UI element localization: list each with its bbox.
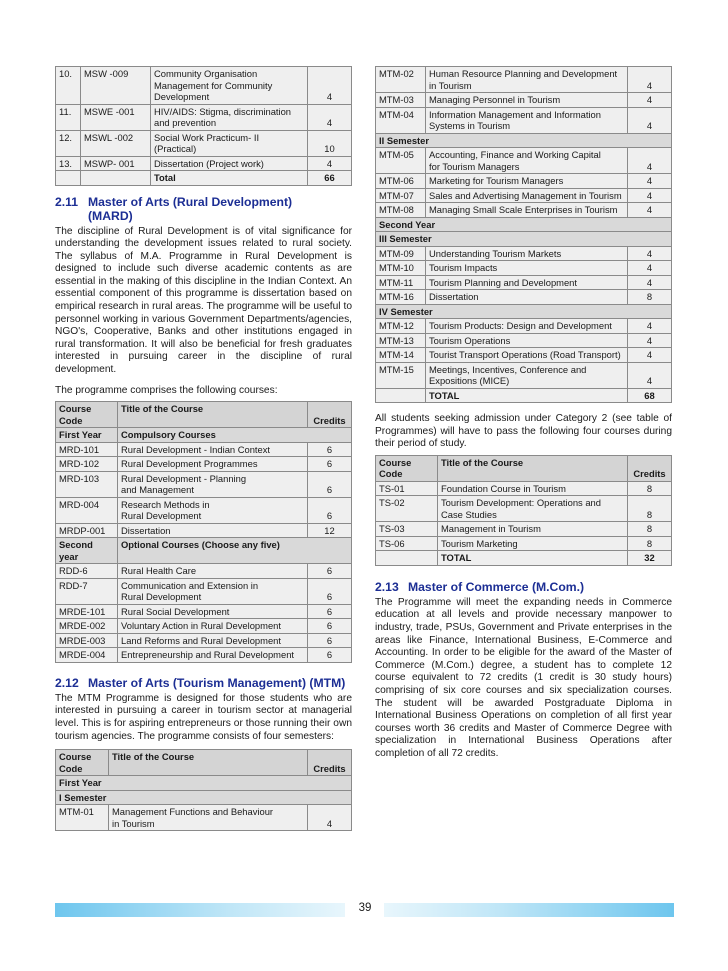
course-row xyxy=(56,648,352,663)
course-title: Dissertation xyxy=(426,290,628,305)
semester-row xyxy=(56,790,352,805)
course-code: MRD-102 xyxy=(56,457,118,472)
course-row xyxy=(376,148,672,174)
course-title: Management in Tourism xyxy=(438,522,628,537)
course-row xyxy=(376,67,672,93)
course-credits: 4 xyxy=(628,348,672,363)
course-title: Rural Development Programmes xyxy=(118,457,308,472)
course-code: TS-02 xyxy=(376,496,438,522)
year-row xyxy=(56,428,352,443)
course-row xyxy=(56,578,352,604)
empty-cell xyxy=(376,388,426,403)
course-code: MSWL -002 xyxy=(81,130,151,156)
course-row xyxy=(376,107,672,133)
course-code: MTM-07 xyxy=(376,188,426,203)
ts-course-table xyxy=(375,455,672,566)
semester-row xyxy=(376,232,672,247)
course-credits: 6 xyxy=(308,471,352,497)
total-label: Total xyxy=(151,171,308,186)
section-2-11-heading xyxy=(55,195,352,223)
course-credits: 4 xyxy=(628,174,672,189)
course-row xyxy=(376,362,672,388)
course-row xyxy=(376,290,672,305)
course-title: Social Work Practicum- II (Practical) xyxy=(151,130,308,156)
course-code: MTM-10 xyxy=(376,261,426,276)
course-row xyxy=(376,275,672,290)
section-title: Master of Arts (Tourism Management) (MTM) xyxy=(88,675,346,690)
course-row xyxy=(56,633,352,648)
course-credits: 6 xyxy=(308,633,352,648)
course-row xyxy=(56,604,352,619)
mard-course-table xyxy=(55,401,352,663)
course-title: Managing Small Scale Enterprises in Tourism xyxy=(426,203,628,218)
total-label: TOTAL xyxy=(426,388,628,403)
course-code: MTM-13 xyxy=(376,333,426,348)
course-row xyxy=(376,188,672,203)
serial-number: 11. xyxy=(56,104,81,130)
course-row xyxy=(376,93,672,108)
course-credits: 6 xyxy=(308,648,352,663)
header-credits: Credits xyxy=(308,750,352,776)
course-credits: 4 xyxy=(628,319,672,334)
course-credits: 6 xyxy=(308,578,352,604)
course-row xyxy=(56,523,352,538)
course-credits: 4 xyxy=(308,156,352,171)
course-code: MRDE-004 xyxy=(56,648,118,663)
section-number: 2.11 xyxy=(55,194,79,209)
course-credits: 4 xyxy=(628,107,672,133)
course-title: Accounting, Finance and Working Capital for Tourism Managers xyxy=(426,148,628,174)
course-row xyxy=(56,442,352,457)
year-row xyxy=(56,538,352,564)
course-title: HIV/AIDS: Stigma, discrimination and prevention xyxy=(151,104,308,130)
year-row xyxy=(56,776,352,791)
course-title: Rural Development - Planning and Management xyxy=(118,471,308,497)
year-label: Second year xyxy=(56,538,118,564)
course-row xyxy=(376,174,672,189)
course-credits: 4 xyxy=(308,67,352,105)
course-code: MTM-06 xyxy=(376,174,426,189)
course-code: RDD-7 xyxy=(56,578,118,604)
section-2-13-heading xyxy=(375,580,672,594)
msw-course-table xyxy=(55,66,352,186)
header-credits: Credits xyxy=(628,455,672,481)
year-row-label: First Year xyxy=(56,776,352,791)
course-title: Dissertation xyxy=(118,523,308,538)
total-credits: 32 xyxy=(628,551,672,566)
table-header-row xyxy=(376,455,672,481)
header-course-title: Title of the Course xyxy=(118,402,308,428)
footer-bar-right xyxy=(384,903,674,917)
course-code: MRDP-001 xyxy=(56,523,118,538)
course-title: Understanding Tourism Markets xyxy=(426,246,628,261)
total-credits: 66 xyxy=(308,171,352,186)
course-code: RDD-6 xyxy=(56,564,118,579)
course-row xyxy=(376,522,672,537)
course-code: MRD-103 xyxy=(56,471,118,497)
course-credits: 6 xyxy=(308,442,352,457)
course-title: Research Methods in Rural Development xyxy=(118,497,308,523)
serial-number: 12. xyxy=(56,130,81,156)
course-code: MRDE-002 xyxy=(56,619,118,634)
mard-description: The discipline of Rural Development is of vital significance for understanding the development issues related to rural society. The syllabus of M.A. Programme in Rural Development is designed to include such diverse academic contents as are essential in the making of this discipline in the Indian Context. An essential component of this programme is dissertation based on empirical research in rural areas. The programme will be useful to personnel working in various Government Departments/agencies, NGO's, Cooperative, Banks and other institutions engaged in rural transformation. It will also be beneficial for fresh graduates interested in pursuing career in the discipline of rural development. xyxy=(55,225,352,376)
course-code: MRD-101 xyxy=(56,442,118,457)
course-row xyxy=(376,496,672,522)
mcom-description: The Programme will meet the expanding needs in Commerce education at all levels and provide necessary manpower to industry, trade, PSUs, Government and Private enterprises in the areas like Finance, International Business, E-Commerce and Accounting. In order to be eligible for the award of the Master of Commerce (M.Com.) degree, a student has to complete 12 course equivalent to 72 credits (1 credit is 30 study hours) comprising of six core courses and six specialization courses. The student will be awarded Postgraduate Diploma in International Business Operations on completion of all first year courses worth 36 credits and Master of Commerce Degree with specialization in International Business Operations after completion of all 72 credits. xyxy=(375,596,672,759)
header-course-code: Course Code xyxy=(56,402,118,428)
semester-row-label: III Semester xyxy=(376,232,672,247)
course-row xyxy=(56,457,352,472)
header-course-code: Course Code xyxy=(56,750,109,776)
empty-cell xyxy=(81,171,151,186)
course-title: Rural Social Development xyxy=(118,604,308,619)
course-row xyxy=(56,104,352,130)
course-group-label: Optional Courses (Choose any five) xyxy=(118,538,352,564)
empty-cell xyxy=(376,551,438,566)
course-row xyxy=(56,564,352,579)
mtm-course-table-part2 xyxy=(375,66,672,403)
course-code: MTM-08 xyxy=(376,203,426,218)
course-code: MTM-04 xyxy=(376,107,426,133)
course-credits: 4 xyxy=(628,67,672,93)
course-code: MTM-09 xyxy=(376,246,426,261)
semester-row xyxy=(376,133,672,148)
course-title: Human Resource Planning and Development in Tourism xyxy=(426,67,628,93)
course-credits: 4 xyxy=(308,805,352,831)
course-code: MTM-02 xyxy=(376,67,426,93)
course-code: MTM-12 xyxy=(376,319,426,334)
empty-cell xyxy=(56,171,81,186)
total-row xyxy=(376,551,672,566)
course-credits: 4 xyxy=(628,188,672,203)
section-number: 2.12 xyxy=(55,675,79,690)
course-title: Tourism Development: Operations and Case Studies xyxy=(438,496,628,522)
course-credits: 10 xyxy=(308,130,352,156)
course-credits: 8 xyxy=(628,290,672,305)
course-row xyxy=(376,481,672,496)
course-title: Communication and Extension in Rural Development xyxy=(118,578,308,604)
course-credits: 4 xyxy=(308,104,352,130)
course-code: MTM-11 xyxy=(376,275,426,290)
course-row xyxy=(56,497,352,523)
course-title: Community Organisation Management for Community Development xyxy=(151,67,308,105)
table-header-row xyxy=(56,402,352,428)
course-code: MSWP- 001 xyxy=(81,156,151,171)
course-credits: 12 xyxy=(308,523,352,538)
course-title: Dissertation (Project work) xyxy=(151,156,308,171)
course-row xyxy=(376,536,672,551)
course-code: TS-01 xyxy=(376,481,438,496)
course-title: Entrepreneurship and Rural Development xyxy=(118,648,308,663)
course-row xyxy=(56,619,352,634)
course-credits: 4 xyxy=(628,261,672,276)
course-code: MTM-05 xyxy=(376,148,426,174)
course-title: Managing Personnel in Tourism xyxy=(426,93,628,108)
year-row-label: Second Year xyxy=(376,217,672,232)
course-title: Land Reforms and Rural Development xyxy=(118,633,308,648)
mard-courses-intro: The programme comprises the following courses: xyxy=(55,384,278,396)
course-title: Tourism Marketing xyxy=(438,536,628,551)
course-row xyxy=(56,156,352,171)
left-column xyxy=(55,66,352,831)
header-course-code: Course Code xyxy=(376,455,438,481)
course-title: Management Functions and Behaviour in Tourism xyxy=(109,805,308,831)
course-credits: 4 xyxy=(628,93,672,108)
header-course-title: Title of the Course xyxy=(438,455,628,481)
course-code: MSWE -001 xyxy=(81,104,151,130)
section-title: Master of Commerce (M.Com.) xyxy=(408,579,585,594)
semester-row xyxy=(376,304,672,319)
course-row xyxy=(376,246,672,261)
footer-bar-left xyxy=(55,903,345,917)
course-credits: 8 xyxy=(628,481,672,496)
course-credits: 6 xyxy=(308,604,352,619)
course-credits: 6 xyxy=(308,564,352,579)
course-title: Rural Health Care xyxy=(118,564,308,579)
section-number: 2.13 xyxy=(375,579,399,594)
category-2-note: All students seeking admission under Category 2 (see table of Programmes) will have to pass the following four courses during their period of study. xyxy=(375,413,672,450)
course-row xyxy=(56,471,352,497)
course-title: Tourism Impacts xyxy=(426,261,628,276)
course-title: Tourism Products: Design and Development xyxy=(426,319,628,334)
right-column xyxy=(375,66,672,765)
course-code: TS-03 xyxy=(376,522,438,537)
total-row xyxy=(376,388,672,403)
serial-number: 10. xyxy=(56,67,81,105)
header-credits: Credits xyxy=(308,402,352,428)
course-title: Rural Development - Indian Context xyxy=(118,442,308,457)
course-group-label: Compulsory Courses xyxy=(118,428,352,443)
semester-row-label: IV Semester xyxy=(376,304,672,319)
course-title: Marketing for Tourism Managers xyxy=(426,174,628,189)
course-code: TS-06 xyxy=(376,536,438,551)
course-title: Meetings, Incentives, Conference and Expositions (MICE) xyxy=(426,362,628,388)
course-code: MSW -009 xyxy=(81,67,151,105)
course-title: Tourist Transport Operations (Road Transport) xyxy=(426,348,628,363)
course-title: Tourism Planning and Development xyxy=(426,275,628,290)
section-title-continued: (MARD) xyxy=(88,208,133,223)
header-course-title: Title of the Course xyxy=(109,750,308,776)
course-credits: 4 xyxy=(628,333,672,348)
course-credits: 6 xyxy=(308,497,352,523)
mtm-description: The MTM Programme is designed for those students who are interested in pursuing a career in tourism sector at managerial level. This is for aspiring entrepreneurs or those running their own tourism agencies. The programme consists of four semesters: xyxy=(55,692,352,742)
course-credits: 4 xyxy=(628,203,672,218)
page-number: 39 xyxy=(358,902,372,914)
course-credits: 6 xyxy=(308,619,352,634)
course-row xyxy=(56,805,352,831)
course-credits: 8 xyxy=(628,496,672,522)
course-row xyxy=(376,203,672,218)
course-credits: 4 xyxy=(628,362,672,388)
section-title: Master of Arts (Rural Development) xyxy=(88,194,293,209)
course-row xyxy=(376,261,672,276)
course-title: Tourism Operations xyxy=(426,333,628,348)
course-code: MTM-14 xyxy=(376,348,426,363)
serial-number: 13. xyxy=(56,156,81,171)
course-code: MRD-004 xyxy=(56,497,118,523)
semester-row-label: II Semester xyxy=(376,133,672,148)
course-code: MTM-01 xyxy=(56,805,109,831)
year-label: First Year xyxy=(56,428,118,443)
course-row xyxy=(376,333,672,348)
total-label: TOTAL xyxy=(438,551,628,566)
semester-row-label: I Semester xyxy=(56,790,352,805)
course-code: MRDE-101 xyxy=(56,604,118,619)
section-2-12-heading xyxy=(55,676,352,690)
table-header-row xyxy=(56,750,352,776)
course-credits: 6 xyxy=(308,457,352,472)
course-credits: 8 xyxy=(628,522,672,537)
course-row xyxy=(56,67,352,105)
mtm-course-table-part1 xyxy=(55,749,352,831)
year-row xyxy=(376,217,672,232)
course-credits: 4 xyxy=(628,246,672,261)
course-row xyxy=(56,130,352,156)
course-code: MRDE-003 xyxy=(56,633,118,648)
course-row xyxy=(376,348,672,363)
course-code: MTM-03 xyxy=(376,93,426,108)
course-credits: 4 xyxy=(628,148,672,174)
course-row xyxy=(376,319,672,334)
course-code: MTM-16 xyxy=(376,290,426,305)
course-credits: 4 xyxy=(628,275,672,290)
course-credits: 8 xyxy=(628,536,672,551)
course-title: Voluntary Action in Rural Development xyxy=(118,619,308,634)
total-credits: 68 xyxy=(628,388,672,403)
course-title: Foundation Course in Tourism xyxy=(438,481,628,496)
course-title: Information Management and Information Systems in Tourism xyxy=(426,107,628,133)
total-row xyxy=(56,171,352,186)
course-code: MTM-15 xyxy=(376,362,426,388)
course-title: Sales and Advertising Management in Tourism xyxy=(426,188,628,203)
